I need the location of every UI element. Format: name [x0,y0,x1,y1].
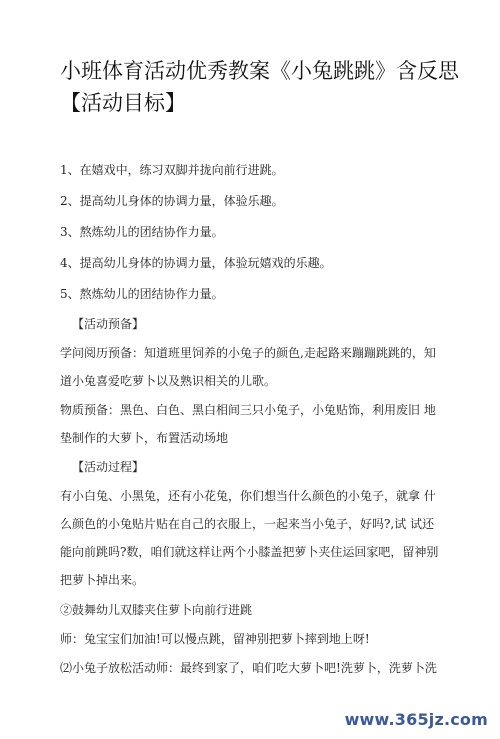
process-line: 把萝卜掉出来。 [60,573,145,587]
teacher-line: 师：兔宝宝们加油!可以慢点跳，留神别把萝卜摔到地上呀! [60,632,370,646]
goal-item: 5、熬炼幼儿的团结协作力量。 [60,287,224,301]
goal-item: 3、熬炼幼儿的团结协作力量。 [60,225,224,239]
goal-item: 1、在嬉戏中，练习双脚并拢向前行进跳。 [60,163,284,177]
process-line: 有小白兔、小黑兔，还有小花兔，你们想当什么颜色的小兔子，就拿 什 [60,489,436,503]
document-title: 小班体育活动优秀教案《小兔跳跳》含反思 [60,59,459,83]
watermark: www.365jz.com [344,710,488,729]
process-line: 能向前跳吗?数，咱们就这样让两个小膝盖把萝卜夹住运回家吧，留神别 [60,545,439,559]
section-heading-goals: 【活动目标】 [60,91,186,115]
prep-materials-line: 物质预备：黑色、白色、黑白相间三只小兔子，小兔贴饰，利用废旧 地 [60,403,436,417]
prep-knowledge-line: 学问阅历预备：知道班里饲养的小兔子的颜色,走起路来蹦蹦跳跳的，知 [60,346,436,360]
step-three-line: ⑵小兔子放松活动师：最终到家了，咱们吃大萝卜吧!洗萝卜，洗萝卜洗 [60,661,437,675]
goal-item: 2、提高幼儿身体的协调力量，体验乐趣。 [60,194,284,208]
section-heading-process: 【活动过程】 [72,460,145,474]
prep-materials-line: 垫制作的大萝卜，布置活动场地 [60,431,229,445]
section-heading-prep: 【活动预备】 [72,317,145,331]
process-line: 么颜色的小兔贴片贴在自己的衣服上，一起来当小兔子，好吗?,试 试还 [60,517,435,531]
prep-knowledge-line: 道小兔喜爱吃萝卜以及熟识相关的儿歌。 [60,374,277,388]
goal-item: 4、提高幼儿身体的协调力量，体验玩嬉戏的乐趣。 [60,256,332,270]
step-two-line: ②鼓舞幼儿双膝夹住萝卜向前行进跳 [60,603,253,617]
